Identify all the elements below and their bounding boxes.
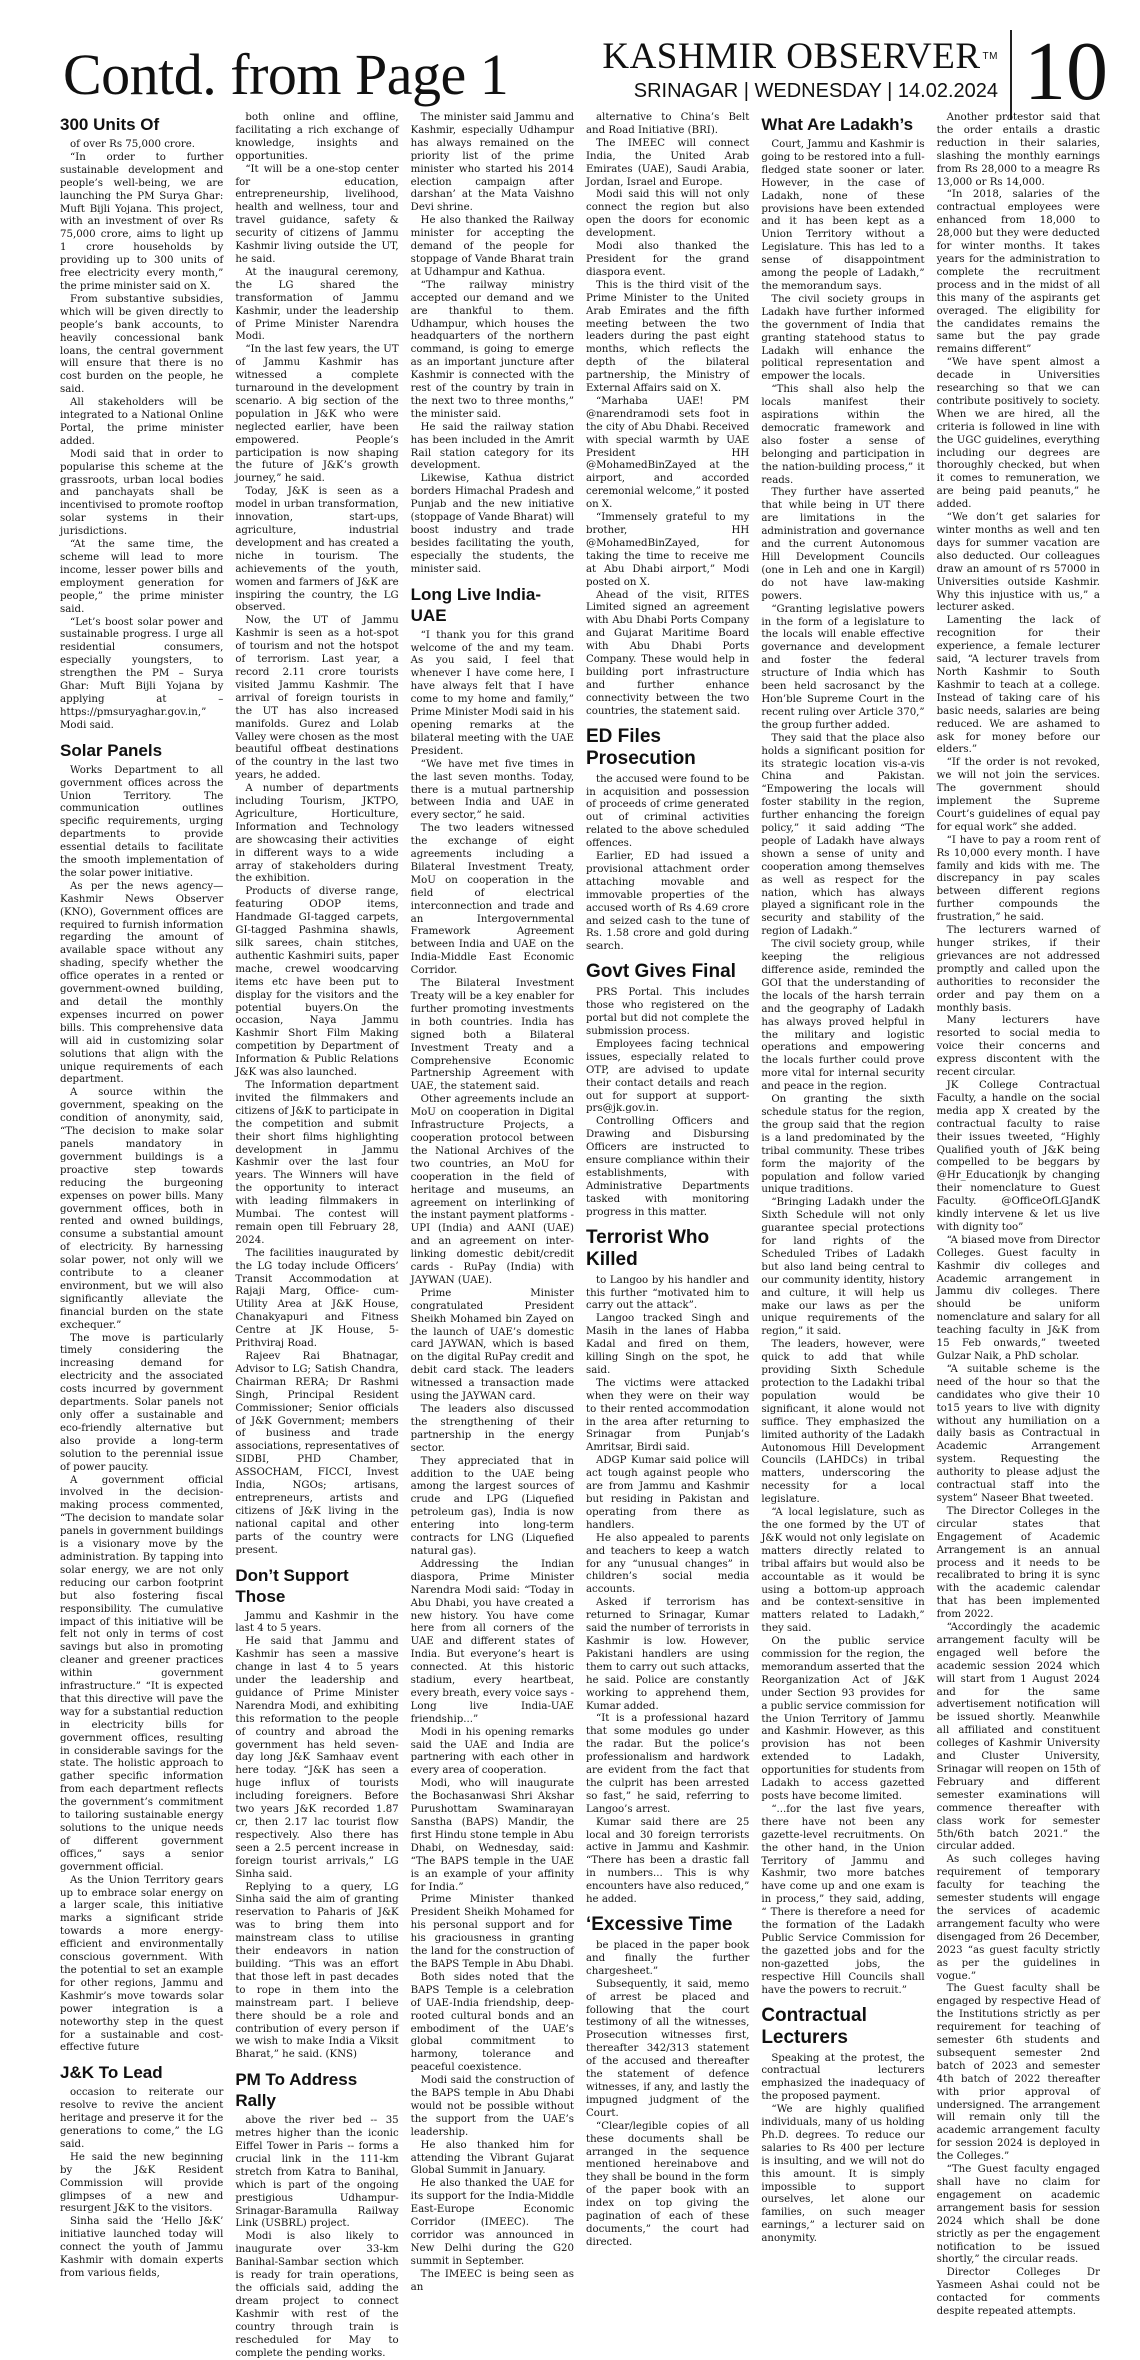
headline-pm-to-address-rally: PM To Address Rally (235, 2070, 358, 2111)
paragraph: The Bilateral Investment Treaty will be a key enabler for further promoting investments in both countries. India has signed both a Bilateral Investment Treaty and a Comprehensive Economic Partnership Agreement with UAE, the statement said. (410, 978, 574, 1093)
paragraph: On the public service commission for the region, the memorandum asserted that the Reorganization Act of J&K under Section 93 provides for a public service commission for the Union Territory of Jammu and Kashmir. However, as this provision has not been extended to Ladakh, opportunities for students from Ladakh to access gazetted posts have become limited. (761, 1636, 925, 1802)
paragraph: “Clear/legible copies of all these documents shall be arranged in the sequence mentioned hereinabove and they shall be bound in the form of the paper book with an index on top giving the pagination of each of these documents,” the court had directed. (585, 2120, 750, 2248)
headline-govt-gives-final: Govt Gives Final (585, 961, 736, 983)
paragraph: As such colleges having requirement of temporary faculty for teaching the semester students will engage the services of academic arrangement faculty who were disengaged from 26 December, 2023 “as guest faculty strictly as per the guidelines in vogue.” (936, 1854, 1100, 1982)
paragraph: Modi said that in order to popularise this scheme at the grassroots, urban local bodies and panchayats shall be incentivised to promote rooftop solar systems in their jurisdictions. (60, 448, 224, 538)
article-columns (60, 112, 1100, 2359)
paragraph: He also thanked the Railway minister for accepting the demand of the people for stoppage of Vande Bharat train at Udhampur and Kathua. (410, 215, 574, 278)
paragraph: Another protestor said that the order entails a drastic reduction in their salaries, slashing the monthly earnings from Rs 28,000 to a meagre Rs 13,000 or Rs 14,000. (936, 112, 1100, 188)
paragraph: of over Rs 75,000 crore. (70, 139, 196, 150)
paragraph: This is the third visit of the Prime Minister to the United Arab Emirates and the fifth meeting between the two leaders during the past eight months, which reflects the depth of the bilateral partnership, the Ministry of External Affairs said on X. (585, 279, 750, 395)
column-2 (235, 112, 399, 2359)
paragraph: “I have to pay a room rent of Rs 10,000 every month. I have family and kids with me. The discrepancy in pay scales between different regions further compounds the frustration,” he said. (936, 834, 1100, 924)
paragraph: On granting the sixth schedule status for the region, the group said that the region is a land predominated by the tribal community. These tribes form the majority of the population and follow varied unique traditions. (761, 1094, 925, 1196)
paragraph: Speaking at the protest, the contractual lecturers emphasized the inadequacy of the proposed payment. (761, 2052, 925, 2103)
paragraph: Other agreements include an MoU on cooperation in Digital Infrastructure Projects, a cooperation protocol between the National Archives of the two countries, an MoU for cooperation in the field of heritage and museums, an agreement on interlinking of the instant payment platforms - UPI (India) and AANI (UAE) and an agreement on inter-linking domestic debit/credit cards - RuPay (India) with JAYWAN (UAE). (410, 1094, 574, 1286)
paragraph: “The railway ministry accepted our demand and we are thankful to them. Udhampur, which houses the headquarters of the northern command, is going to emerge as an important juncture after Kashmir is connected with the rest of the country by train in the next two to three months,” the minister said. (410, 279, 574, 420)
paragraph: The leaders, however, were quick to add that while providing Sixth Schedule protection to the Ladakhi tribal population would be significant, it alone would not suffice. They emphasized the limited authority of the Ladakh Autonomous Hill Development Councils (LAHDCs) in tribal matters, underscoring the necessity for a local legislature. (761, 1339, 925, 1506)
masthead (0, 0, 1140, 120)
paragraph: Replying to a query, LG Sinha said the aim of granting reservation to Paharis of J&K was to bring them into mainstream class to utilise their endeavors in nation building. “This was an effort that those left in past decades to rope in them into the mainstream part. I believe there should be a role and contribution of every person if we wish to make India a Viksit Bharat,” he said. (KNS) (235, 1881, 399, 2061)
paragraph: Products of diverse range, featuring ODOP items, Handmade GI-tagged carpets, GI-tagged Pashmina shawls, silk sarees, chain stitches, authentic Kashmiri suits, paper mache, crewel woodcarving items etc have been put to display for the visitors and the potential buyers.On the occasion, Naya Jammu Kashmir Short Film Making competition by Department of Information & Public Relations J&K was also launched. (235, 886, 399, 1079)
paragraph: “Let’s boost solar power and sustainable progress. I urge all residential consumers, especially youngsters, to strengthen the PM – Surya Ghar: Muft Bijli Yojana by applying at – https://pmsuryaghar.gov.in,” Modi said. (60, 616, 224, 731)
column-5 (761, 112, 925, 2245)
paragraph: “If the order is not revoked, we will not join the services. The government should implement the Supreme Court’s guidelines of equal pay for equal work” she added. (936, 757, 1100, 833)
paragraph: Lamenting the lack of recognition for their experience, a female lecturer said, “A lecturer travels from North Kashmir to South Kashmir to teach at a college. Instead of taking care of his basic needs, salaries are being reduced. We are ashamed to ask for money before our elders.” (936, 615, 1100, 756)
headline-300-units: 300 Units Of (60, 115, 160, 134)
paragraph: Ahead of the visit, RITES Limited signed an agreement with Abu Dhabi Ports Company and Gujarat Maritime Board with Abu Dhabi Ports Company. These would help in building port infrastructure and further enhance connectivity between the two countries, the statement said. (585, 589, 750, 717)
paragraph: “Immensely grateful to my brother, HH @MohamedBinZayed, for taking the time to receive me at Abu Dhabi airport,” Modi posted on X. (585, 512, 750, 588)
paragraph: “We don’t get salaries for winter months as well and ten days for summer vacation are also deducted. Our colleagues draw an amount of rs 57000 in Universities outside Kashmir. Why this injustice with us,” a lecturer asked. (936, 512, 1100, 614)
paragraph: Works Department to all government offices across the Union Territory. The communication outlines specific requirements, urging departments to provide essential details to facilitate the smooth implementation of the solar power initiative. (60, 764, 224, 879)
paragraph: “We are highly qualified individuals, many of us holding Ph.D. degrees. To reduce our salaries to Rs 400 per lecture is insulting, and we will not do this amount. It is simply impossible to support ourselves, let alone our families, on such meager earnings,” a lecturer said on anonymity. (761, 2104, 925, 2245)
paragraph: The Director Colleges in the circular states that Engagement of Academic Arrangement is an annual process and it needs to be recalibrated to bring it is sync with the academic calendar that has been implemented from 2022. (936, 1505, 1100, 1621)
paragraph: “A local legislature, such as the one formed by the UT of J&K would not only legislate on matters directly related to tribal affairs but would also be accountable as it would be using a bottom-up approach and be context-sensitive in matters related to Ladakh,” they said. (761, 1507, 925, 1635)
paragraph: The IMEEC is being seen as an (410, 2268, 574, 2293)
paragraph: The leaders also discussed the strengthening of their partnership in the energy sector. (410, 1404, 574, 1454)
paragraph: A source within the government, speaking on the condition of anonymity, said, “The decision to make solar panels mandatory in government buildings is a proactive step towards reducing the burgeoning expenses on power bills. Many government offices, both in rented and owned buildings, consume a substantial amount of electricity. By harnessing solar power, not only will we contribute to a cleaner environment, but we will also significantly alleviate the financial burden on the state exchequer.” (60, 1087, 224, 1331)
newspaper-name: KASHMIR OBSERVER (602, 36, 981, 77)
paragraph: A number of departments including Tourism, JKTPO, Agriculture, Horticulture, Information and Technology are showcasing their activities in different ways to a wide array of stakeholders during the exhibition. (235, 783, 399, 885)
paragraph: Controlling Officers and Drawing and Disbursing Officers are instructed to ensure compliance within their establishments, with Administrative Departments tasked with monitoring progress in this matter. (585, 1116, 750, 1218)
paragraph: Langoo tracked Singh and Masih in the lanes of Habba Kadal and fired on them, killing Singh on the spot, he said. (585, 1313, 750, 1376)
paragraph: He also appealed to parents and teachers to keep a watch for any “unusual changes” in children’s social media accounts. (585, 1532, 750, 1596)
paragraph: The two leaders witnessed the exchange of eight agreements including a Bilateral Investment Treaty, MoU on cooperation in the field of electrical interconnection and trade and an Intergovernmental Framework Agreement between India and UAE on the India-Middle East Economic Corridor. (410, 823, 574, 977)
paragraph: “Granting legislative powers in the form of a legislature to the locals will enable effective governance and development and foster the federal structure of India which has been held sacrosanct by the Hon’ble Supreme Court in the recent ruling over Article 370,” the group further added. (761, 603, 925, 731)
paragraph: both online and offline, facilitating a rich exchange of knowledge, insights and opportunities. (235, 112, 399, 162)
column-4 (585, 112, 750, 2248)
paragraph: Prime Minister congratulated President Sheikh Mohamed bin Zayed on the launch of UAE’s domestic card JAYWAN, which is based on the digital RuPay credit and debit card stack. The leaders witnessed a transaction made using the JAYWAN card. (410, 1287, 574, 1403)
paragraph: Modi also thanked the President for the grand diaspora event. (585, 241, 750, 278)
paragraph: A government official involved in the decision-making process commented, “The decision to mandate solar panels in government buildings is a visionary move by the administration. By tapping into solar energy, we are not only reducing our carbon footprint but also fostering fiscal responsibility. The cumulative impact of this initiative will be felt not only in terms of cost savings but also in promoting cleaner and greener practices within government infrastructure.” “It is expected that this directive will pave the way for a substantial reduction in electricity bills for government offices, resulting in considerable savings for the state. The holistic approach to gather specific information from each department reflects the government’s commitment to tailoring sustainable energy solutions to the unique needs of different government offices,” says a senior government official. (60, 1474, 224, 1873)
paragraph: The IMEEC will connect India, the United Arab Emirates (UAE), Saudi Arabia, Jordan, Israel and Europe. (585, 137, 750, 188)
paragraph: The move is particularly timely considering the increasing demand for electricity and the associated costs incurred by government departments. Solar panels not only offer a sustainable and eco-friendly alternative but also provide a long-term solution to the perennial issue of power paucity. (60, 1332, 224, 1473)
paragraph: He said the railway station has been included in the Amrit Rail station category for its development. (410, 421, 574, 472)
paragraph: The minister said Jammu and Kashmir, especially Udhampur has always remained on the priority list of the prime minister who started his 2014 election campaign after darshan’ at the Mata Vaishno Devi shrine. (410, 112, 574, 214)
column-3 (410, 112, 574, 2293)
paragraph: Now, the UT of Jammu Kashmir is seen as a hot-spot of tourism and not the hotspot of terrorism. Last year, a record 2.11 crore tourists visited Jammu Kashmir. The arrival of foreign tourists in the UT has also increased manifolds. Gurez and Lolab Valley were chosen as the most beautiful offbeat destinations of the country in the last two years, he added. (235, 615, 399, 782)
paragraph: Subsequently, it said, memo of arrest be placed and following that the court testimony of all the witnesses, Prosecution witnesses first, thereafter 342/313 statement of the accused and thereafter the statement of defence witnesses, if any, and lastly the impugned judgment of the Court. (585, 1978, 750, 2119)
paragraph: to Langoo by his handler and this further “motivated him to carry out the attack”. (585, 1274, 750, 1312)
paragraph: “We have spent almost a decade in Universities researching so that we can contribute positively to society. When we are hired, all the criteria is followed in line with the UGC guidelines, everything including our degrees are thoroughly checked, but when it comes to remuneration, we are being paid peanuts,” he added. (936, 357, 1100, 511)
paragraph: They further have asserted that while being in UT there are limitations in the administration and governance and the current Autonomous Hill Development Councils (one in Leh and one in Kargil) do not have law-making powers. (761, 487, 925, 602)
paragraph: above the river bed -- 35 metres higher than the iconic Eiffel Tower in Paris -- forms a crucial link in the 111-km stretch from Katra to Banihal, which is part of the ongoing prestigious Udhampur-Srinagar-Baramulla Railway Link (USBRL) project. (235, 2115, 399, 2230)
paragraph: Modi, who will inaugurate the Bochasanwasi Shri Akshar Purushottam Swaminarayan Sanstha (BAPS) Mandir, the first Hindu stone temple in Abu Dhabi, on Wednesday, said: “The BAPS temple in the UAE is an example of your affinity for India.” (410, 1778, 574, 1893)
paragraph: “It is a professional hazard that some modules go under the radar. But the police’s professionalism and hardwork are evident from the fact that the culprit has been arrested so fast,” he said, referring to Langoo’s arrest. (585, 1713, 750, 1815)
paragraph: occasion to reiterate our resolve to revive the ancient heritage and preserve it for the generations to come,” the LG said. (60, 2087, 224, 2150)
column-6 (936, 112, 1100, 2318)
paragraph: Asked if terrorism has returned to Srinagar, Kumar said the number of terrorists in Kashmir is low. However, Pakistani handlers are using them to carry out such attacks, he said. Police are constantly working to apprehend them, Kumar added. (585, 1597, 750, 1712)
paragraph: “Marhaba UAE! PM @narendramodi sets foot in the city of Abu Dhabi. Received with special warmth by UAE President HH @MohamedBinZayed at the airport, and accorded ceremonial welcome,” it posted on X. (585, 395, 750, 511)
headline-jk-to-lead: J&K To Lead (60, 2063, 163, 2083)
paragraph: At the inaugural ceremony, the LG shared the transformation of Jammu Kashmir, under the leadership of Prime Minister Narendra Modi. (235, 266, 399, 343)
paragraph: Earlier, ED had issued a provisional attachment order attaching movable and immovable properties of the accused worth of Rs 4.69 crore and seized cash to the tune of Rs. 1.58 crore and gold during search. (585, 851, 750, 953)
paragraph: The facilities inaugurated by the LG today include Officers’ Transit Accommodation at Rajaji Marg, Office- cum- Utility Area at J&K House, Chanakyapuri and Fitness Centre at JK House, 5- Prithviraj Road. (235, 1247, 399, 1350)
paragraph: “In 2018, salaries of the contractual employees were enhanced from 18,000 to 28,000 but they were deducted for winter months. It takes years for the administration to complete the recruitment process and in the midst of all this many of the aspirants get overaged. The eligibility for the candidates remains the same but the pay grade remains different” (936, 189, 1100, 356)
paragraph: “Accordingly the academic arrangement faculty will be engaged well before the academic session 2024 which will start from 1 August 2024 and for the same advertisement notification will be issued shortly. Meanwhile all affiliated and constituent colleges of Kashmir University and Cluster University, Srinagar will reopen on 15th of February and different semester examinations will commence thereafter with class work for semester 5th/6th batch 2021.” the circular added. (936, 1622, 1100, 1853)
brand-block (602, 38, 998, 104)
paragraph: “We have met five times in the last seven months. Today, there is a mutual partnership between India and UAE in every sector,” he said. (410, 758, 574, 822)
paragraph: “This shall also help the locals manifest their aspirations within the democratic framework and also foster a sense of belonging and participation in the nation-building process,” it reads. (761, 384, 925, 486)
paragraph: The Guest faculty shall be engaged by respective Head of the Institutions strictly as per requirement for teaching of semester 6th students and subsequent semester 2nd batch of 2023 and semester 4th batch of 2022 thereafter with prior approval of undersigned. The arrangement will remain only till the academic arrangement faculty for session 2024 is deployed in the Colleges.” (936, 1983, 1100, 2163)
headline-contractual-lecturers: Contractual Lecturers (761, 2004, 867, 2048)
paragraph: The lecturers warned of hunger strikes, if their grievances are not addressed promptly and called upon the authorities to reconsider the order and pay them on a monthly basis. (936, 925, 1100, 1014)
paragraph: “Bringing Ladakh under the Sixth Schedule will not only guarantee special protections for land rights of the Scheduled Tribes of Ladakh but also land being central to our community identity, history and culture, it will help us make our laws as per the unique requirements of the region,” it said. (761, 1197, 925, 1338)
headline-solar-panels: Solar Panels (60, 740, 163, 760)
paragraph: As per the news agency—Kashmir News Observer (KNO), Government offices are required to furnish information regarding the amount of available space without any shading, specify whether the office operates in a rented or government-owned building, and detail the monthly expenses incurred on power bills. This comprehensive data will aid in customizing solar solutions that align with the unique requirements of each department. (60, 880, 224, 1086)
paragraph: Many lecturers have resorted to social media to voice their concerns and express discontent with the recent circular. (936, 1015, 1100, 1079)
paragraph: He also thanked him for attending the Vibrant Gujarat Global Summit in January. (410, 2139, 574, 2177)
paragraph: the accused were found to be in acquisition and possession of proceeds of crime generated out of criminal activities related to the above scheduled offences. (585, 773, 750, 850)
paragraph: Modi said this will not only connect the region but also open the doors for economic development. (585, 189, 750, 240)
paragraph: “It will be a one-stop center for education, entrepreneurship, livelihood, health and wellness, tour and travel guidance, safety & security of citizens of Jammu Kashmir living outside the UT, he said. (235, 163, 399, 265)
paragraph: Modi in his opening remarks said the UAE and India are partnering with each other in every area of cooperation. (410, 1726, 574, 1777)
paragraph: “In the last few years, the UT of Jammu Kashmir has witnessed a complete turnaround in the development scenario. A big section of the population in J&K who were neglected earlier, have been empowered. People’s participation is now shaping the future of J&K’s growth journey,” he said. (235, 344, 399, 485)
paragraph: Likewise, Kathua district borders Himachal Pradesh and Punjab and the new initiative (stoppage of Vande Bharat) will boost industry and trade besides facilitating the youth, especially the students, the minister said. (410, 473, 574, 575)
page-number: 10 (1010, 30, 1108, 120)
paragraph: JK College Contractual Faculty, a handle on the social media app X created by the contractual faculty to raise their issues tweeted, “Highly Qualified youth of J&K being compelled to be beggars by @Hr_Educationjk by changing their nomenclature to Guest Faculty. @OfficeOfLGJandK kindly intervene & let us live with dignity too” (936, 1079, 1100, 1233)
paragraph: From substantive subsidies, which will be given directly to people’s bank accounts, to heavily concessional bank loans, the central government will ensure that there is no cost burden on the people, he said. (60, 293, 224, 396)
column-1 (60, 112, 224, 2279)
newspaper-logo (602, 38, 998, 76)
paragraph: Jammu and Kashmir in the last 4 to 5 years. (235, 1610, 399, 1635)
paragraph: “I thank you for this grand welcome of the and my team. As you said, I feel that whenever I have come here, I have always felt that I have come to my home and family,” Prime Minister Modi said in his opening remarks at the bilateral meeting with the UAE President. (410, 629, 574, 757)
paragraph: Employees facing technical issues, especially related to OTP, are advised to update their contact details and reach out for support at support-prs@jk.gov.in. (585, 1038, 750, 1115)
paragraph: He said the new beginning by the J&K Resident Commission will provide glimpses of a new and resurgent J&K to the visitors. (60, 2151, 224, 2215)
paragraph: PRS Portal. This includes those who registered on the portal but did not complete the submission process. (585, 987, 750, 1037)
paragraph: The Information department invited the filmmakers and citizens of J&K to participate in the competition and submit their short films highlighting development in Jammu Kashmir over the last four years. The Winners will have the opportunity to interact with leading filmmakers in Mumbai. The contest will remain open till February 28, 2024. (235, 1079, 399, 1246)
headline-terrorist-who-killed: Terrorist Who Killed (585, 1226, 710, 1270)
paragraph: All stakeholders will be integrated to a National Online Portal, the prime minister added. (60, 397, 224, 447)
paragraph: They appreciated that in addition to the UAE being among the largest sources of crude and LPG (Liquefied petroleum gas), India is now entering into long-term contracts for LNG (Liquefied natural gas). (410, 1455, 574, 1557)
paragraph: Director Colleges Dr Yasmeen Ashai could not be contacted for comments despite repeated attempts. (936, 2267, 1100, 2318)
paragraph: Sinha said the ‘Hello J&K’ initiative launched today will connect the youth of Jammu Kashmir with domain experts from various fields, (60, 2216, 224, 2279)
headline-long-live-india-uae: Long Live India-UAE (410, 584, 541, 625)
paragraph: alternative to China’s Belt and Road Initiative (BRI). (585, 112, 750, 136)
headline-excessive-time: ‘Excessive Time (585, 1914, 733, 1935)
paragraph: The victims were attacked when they were on their way to their rented accommodation in the area after returning to Srinagar from Punjab’s Amritsar, Birdi said. (585, 1377, 750, 1454)
paragraph: The civil society groups in Ladakh have further informed the government of India that granting statehood status to Ladakh will enhance the political representation and empower the locals. (761, 293, 925, 383)
paragraph: He also thanked the UAE for its support for the India-Middle East-Europe Economic Corridor (IMEEC). The corridor was announced in New Delhi during the G20 summit in September. (410, 2178, 574, 2267)
paragraph: Prime Minister thanked President Sheikh Mohamed for his personal support and for his graciousness in granting the land for the construction of the BAPS Temple in Abu Dhabi. (410, 1894, 574, 1970)
dateline: SRINAGAR | WEDNESDAY | 14.02.2024 (633, 80, 998, 102)
paragraph: “The Guest faculty engaged shall have no claim for engagement on academic arrangement basis for session 2024 which shall be done strictly as per the engagement notification to be issued shortly,” the circular reads. (936, 2164, 1100, 2266)
paragraph: ADGP Kumar said police will act tough against people who are from Jammu and Kashmir but residing in Pakistan and operating from there as handlers. (585, 1455, 750, 1531)
paragraph: “...for the last five years, there have not been any gazette-level recruitments. On the other hand, in the Union Territory of Jammu and Kashmir, two more batches have come up and one exam is in process,” they said, adding, “ There is therefore a need for the formation of the Ladakh Public Service Commission for the gazetted jobs and for the non-gazetted jobs, the respective Hill Councils shall have the powers to recruit.” (761, 1803, 925, 1996)
paragraph: “At the same time, the scheme will lead to more income, lesser power bills and employment generation for people,” the prime minister said. (60, 539, 224, 615)
paragraph: “A biased move from Director Colleges. Guest faculty in Kashmir div colleges and Academic arrangement in Jammu div colleges. There should be uniform nomenclature and salary for all teaching faculty in J&K from 15 Feb onwards,” tweeted Gulzar Naik, a PhD scholar. (936, 1234, 1100, 1362)
paragraph: As the Union Territory gears up to embrace solar energy on a larger scale, this initiative marks a significant stride towards a more energy-efficient and environmentally conscious government. With the potential to set an example for other regions, Jammu and Kashmir’s move towards solar power integration is a noteworthy step in the quest for a sustainable and cost-effective future (60, 1874, 224, 2054)
headline-what-are-ladakhs: What Are Ladakh’s (761, 115, 914, 134)
paragraph: The civil society group, while keeping the religious difference aside, reminded the GOI that the understanding of the locals of the harsh terrain and the geography of Ladakh has always proved helpful in the military and logistic operations and empowering the locals further could prove more vital for internal security and peace in the region. (761, 939, 925, 1093)
paragraph: Both sides noted that the BAPS Temple is a celebration of UAE-India friendship, deep-rooted cultural bonds and an embodiment of the UAE’s global commitment to harmony, tolerance and peaceful coexistence. (410, 1971, 574, 2074)
paragraph: Today, J&K is seen as a model in urban transformation, innovation, start-ups, agriculture, industrial development and has created a niche in tourism. The achievements of the youth, women and farmers of J&K are inspiring the country, the LG observed. (235, 486, 399, 614)
paragraph: Addressing the Indian diaspora, Prime Minister Narendra Modi said: “Today in Abu Dhabi, you have created a new history. You have come here from all corners of the UAE and different states of India. But everyone’s heart is connected. At this historic stadium, every heartbeat, every breath, every voice says - Long live India-UAE friendship...” (410, 1558, 574, 1725)
paragraph: He said that Jammu and Kashmir has seen a massive change in last 4 to 5 years under the leadership and guidance of Prime Minister Narendra Modi, and exhibiting this reformation to the people of country and abroad the government has held seven-day long J&K Samhaav event here today. “J&K has seen a huge influx of tourists including foreigners. Before two years J&K recorded 1.87 cr, then 2.17 lac tourist flow respectively. Also there has seen a 2.5 percent increase in foreign tourist arrivals,” LG Sinha said. (235, 1636, 399, 1880)
paragraph: Kumar said there are 25 local and 30 foreign terrorists active in Jammu and Kashmir. “There has been a drastic fall in numbers... This is why encounters have also reduced,” he added. (585, 1816, 750, 1906)
page-title: Contd. from Page 1 (63, 42, 509, 107)
paragraph: Modi said the construction of the BAPS temple in Abu Dhabi would not be possible without the support from the UAE’s leadership. (410, 2075, 574, 2138)
paragraph: “A suitable scheme is the need of the hour so that the candidates who give their 10 to15 years to live with dignity without any humiliation on a daily basis as Contractual in Academic Arrangement system. Requesting the authority to please adjust the contractual staff into the system” Naseer Bhat tweeted. (936, 1363, 1100, 1504)
paragraph: They said that the place also holds a significant position for its strategic location vis-a-vis China and Pakistan. “Empowering the locals will foster stability in the region, further enhancing the foreign policy,” it said adding “The people of Ladakh have always shown a sense of unity and cooperation among themselves as well as respect for the nation, which has always played a significant role in the security and stability of the region of Ladakh.” (761, 732, 925, 938)
headline-dont-support-those: Don’t Support Those (235, 1565, 349, 1606)
paragraph: “In order to further sustainable development and people’s well-being, we are launching the PM Surya Ghar: Muft Bijli Yojana. This project, with an investment of over Rs 75,000 crore, aims to light up 1 crore households by providing up to 300 units of free electricity every month,” the prime minister said on X. (60, 151, 224, 292)
headline-ed-files-prosecution: ED Files Prosecution (585, 725, 696, 769)
paragraph: Court, Jammu and Kashmir is going to be restored into a full-fledged state sooner or later. However, in the case of Ladakh, none of these provisions have been extended and it has been kept as a Union Territory without a Legislature. This has led to a sense of disappointment among the people of Ladakh,” the memorandum says. (761, 139, 925, 292)
paragraph: Modi is also likely to inaugurate over 33-km Banihal-Sambar section which is ready for train operations, the officials said, adding the dream project to connect Kashmir with rest of the country through train is rescheduled for May to complete the pending works. (235, 2231, 399, 2359)
paragraph: Rajeev Rai Bhatnagar, Advisor to LG; Satish Chandra, Chairman RERA; Dr Rashmi Singh, Principal Resident Commissioner; Senior officials of J&K Government; members of business and trade associations, representatives of SIDBI, PHD Chamber, ASSOCHAM, FICCI, Invest India, NGOs; artisans, entrepreneurs, artists and citizens of J&K living in the national capital and other parts of the country were present. (235, 1351, 399, 1556)
paragraph: be placed in the paper book and finally the further chargesheet.” (585, 1940, 750, 1977)
trademark: TM (982, 51, 998, 62)
